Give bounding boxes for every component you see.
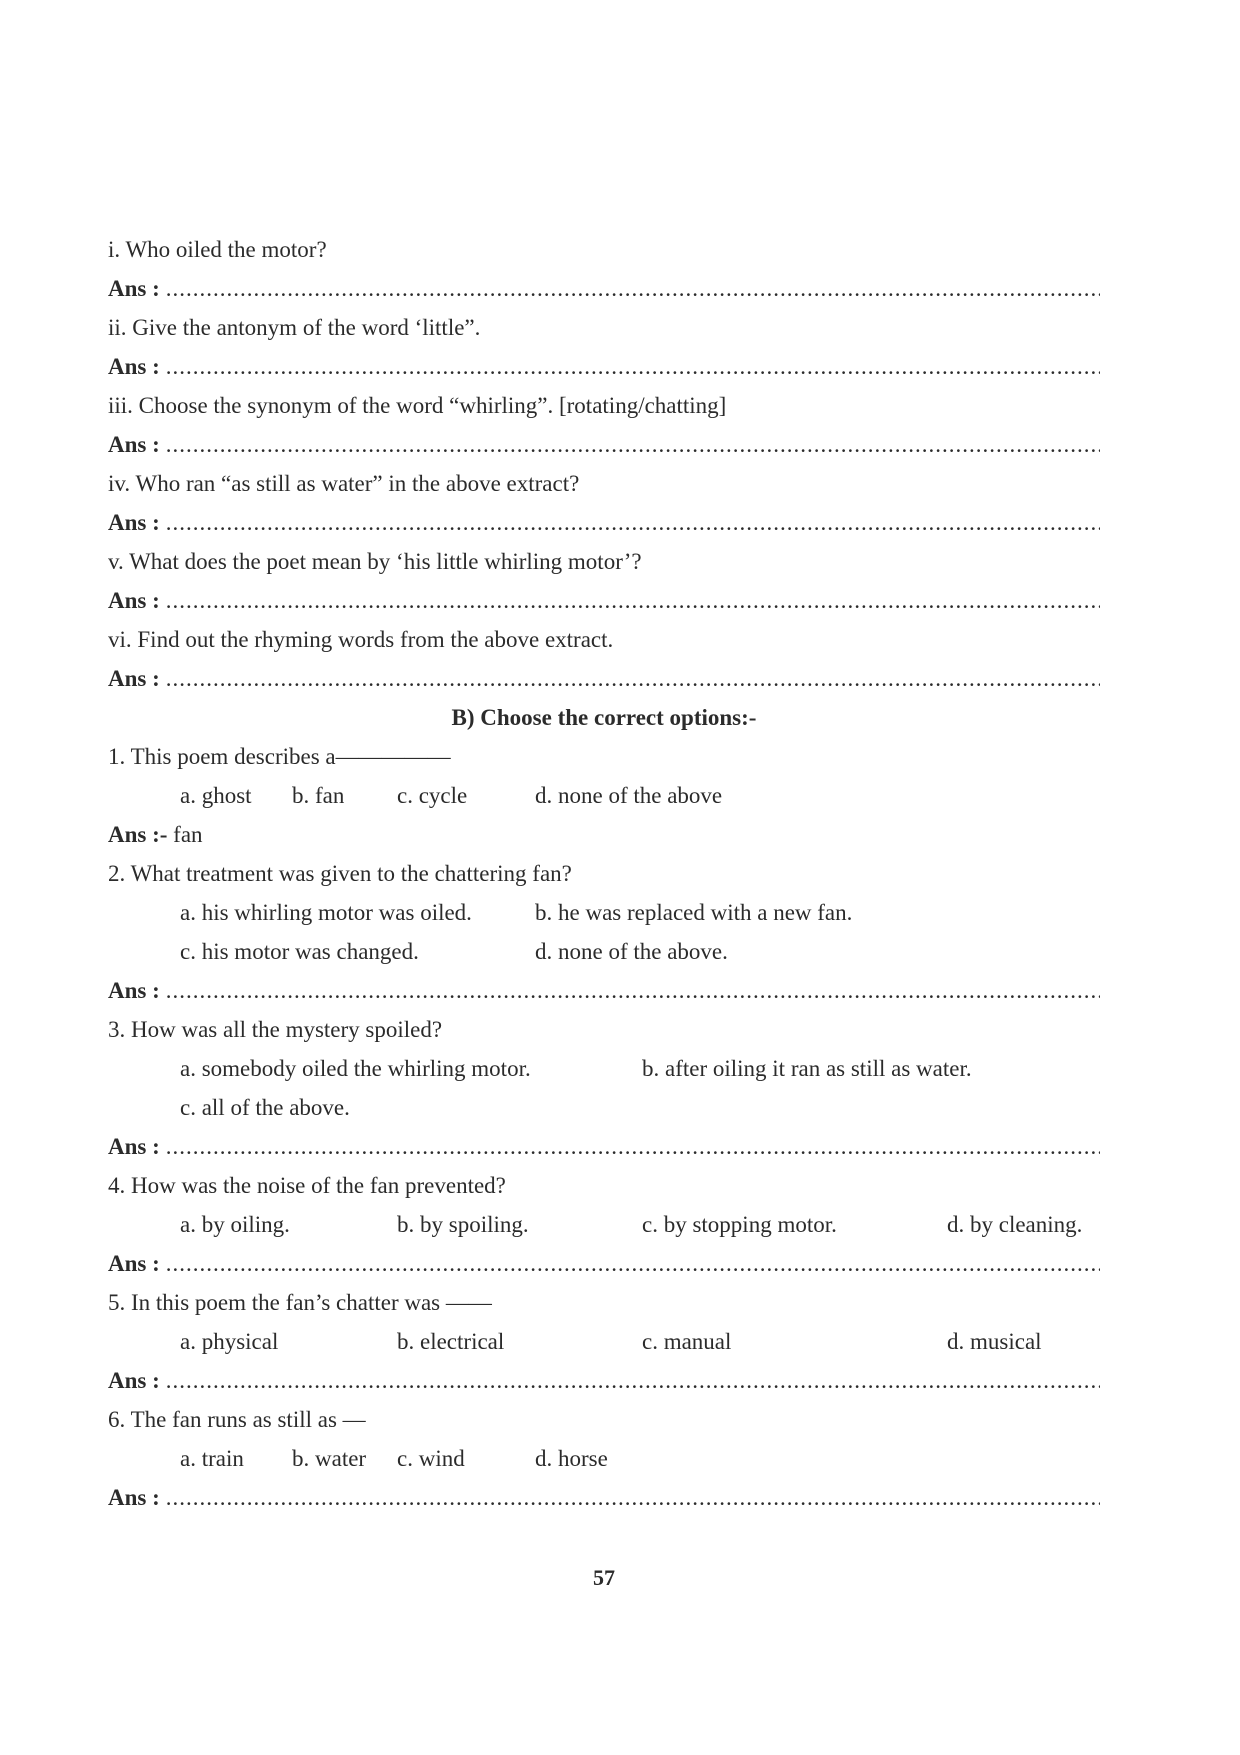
option-b6-d: d. horse: [535, 1446, 608, 1471]
question-b-3: 3. How was all the mystery spoiled?: [108, 1017, 443, 1042]
question-a-4: iv. Who ran “as still as water” in the above extract?: [108, 471, 580, 496]
option-b1-c: c. cycle: [397, 783, 468, 808]
answer-label: Ans :: [108, 588, 160, 613]
answer-dotted-line: [166, 431, 1100, 459]
question-b-5: 5. In this poem the fan’s chatter was ——: [108, 1290, 492, 1315]
answer-line-b-5: [108, 1367, 1100, 1395]
answer-label: Ans :-: [108, 822, 168, 847]
option-b6-c: c. wind: [397, 1446, 465, 1471]
answer-label: Ans :: [108, 1485, 160, 1510]
question-b-4: 4. How was the noise of the fan prevented?: [108, 1173, 506, 1198]
answer-dotted-line: [166, 1250, 1100, 1278]
answer-label: Ans :: [108, 432, 160, 457]
answer-dotted-line: [166, 977, 1100, 1005]
answer-line-b-3: [108, 1133, 1100, 1161]
answer-dotted-line: [166, 1484, 1100, 1512]
answer-line-a-4: [108, 509, 1100, 537]
option-b3-a: a. somebody oiled the whirling motor.: [180, 1056, 531, 1081]
answer-dotted-line: [166, 665, 1100, 693]
answer-label: Ans :: [108, 978, 160, 1003]
option-b5-d: d. musical: [947, 1329, 1042, 1354]
answer-dotted-line: [166, 587, 1100, 615]
question-a-2: ii. Give the antonym of the word ‘little”.: [108, 315, 481, 340]
answer-label: Ans :: [108, 666, 160, 691]
answer-label: Ans :: [108, 354, 160, 379]
option-b2-d: d. none of the above.: [535, 939, 728, 964]
option-b5-c: c. manual: [642, 1329, 732, 1354]
option-b6-b: b. water: [292, 1446, 367, 1471]
answer-label: Ans :: [108, 1368, 160, 1393]
answer-dotted-line: [166, 275, 1100, 303]
option-b1-a: a. ghost: [180, 783, 252, 808]
answer-line-a-3: [108, 431, 1100, 459]
option-b2-a: a. his whirling motor was oiled.: [180, 900, 472, 925]
option-b4-c: c. by stopping motor.: [642, 1212, 837, 1237]
answer-line-b-2: [108, 977, 1100, 1005]
option-b1-d: d. none of the above: [535, 783, 723, 808]
answer-label: Ans :: [108, 276, 160, 301]
option-b2-b: b. he was replaced with a new fan.: [535, 900, 853, 925]
option-b3-c: c. all of the above.: [180, 1095, 350, 1120]
answer-line-b-1: [108, 821, 203, 849]
answer-label: Ans :: [108, 510, 160, 535]
option-b4-d: d. by cleaning.: [947, 1212, 1083, 1237]
question-a-1: i. Who oiled the motor?: [108, 237, 327, 262]
answer-label: Ans :: [108, 1134, 160, 1159]
answer-label: Ans :: [108, 1251, 160, 1276]
answer-value: fan: [173, 822, 203, 847]
option-b5-b: b. electrical: [397, 1329, 505, 1354]
answer-line-b-4: [108, 1250, 1100, 1278]
answer-dotted-line: [166, 1133, 1100, 1161]
section-b-heading: B) Choose the correct options:-: [451, 705, 757, 730]
question-b-1: 1. This poem describes a—————: [108, 744, 451, 769]
question-b-2: 2. What treatment was given to the chattering fan?: [108, 861, 572, 886]
question-a-5: v. What does the poet mean by ‘his little whirling motor’?: [108, 549, 642, 574]
option-b3-b: b. after oiling it ran as still as water.: [642, 1056, 972, 1081]
answer-line-a-1: [108, 275, 1100, 303]
question-a-6: vi. Find out the rhyming words from the above extract.: [108, 627, 614, 652]
option-b5-a: a. physical: [180, 1329, 279, 1354]
answer-dotted-line: [166, 353, 1100, 381]
question-a-3: iii. Choose the synonym of the word “whirling”. [rotating/chatting]: [108, 393, 727, 418]
option-b1-b: b. fan: [292, 783, 345, 808]
option-b2-c: c. his motor was changed.: [180, 939, 419, 964]
option-b6-a: a. train: [180, 1446, 244, 1471]
answer-dotted-line: [166, 1367, 1100, 1395]
answer-line-b-6: [108, 1484, 1100, 1512]
answer-line-a-2: [108, 353, 1100, 381]
option-b4-a: a. by oiling.: [180, 1212, 290, 1237]
answer-line-a-5: [108, 587, 1100, 615]
option-b4-b: b. by spoiling.: [397, 1212, 529, 1237]
page-number: 57: [593, 1565, 615, 1590]
answer-line-a-6: [108, 665, 1100, 693]
answer-dotted-line: [166, 509, 1100, 537]
question-b-6: 6. The fan runs as still as —: [108, 1407, 366, 1432]
